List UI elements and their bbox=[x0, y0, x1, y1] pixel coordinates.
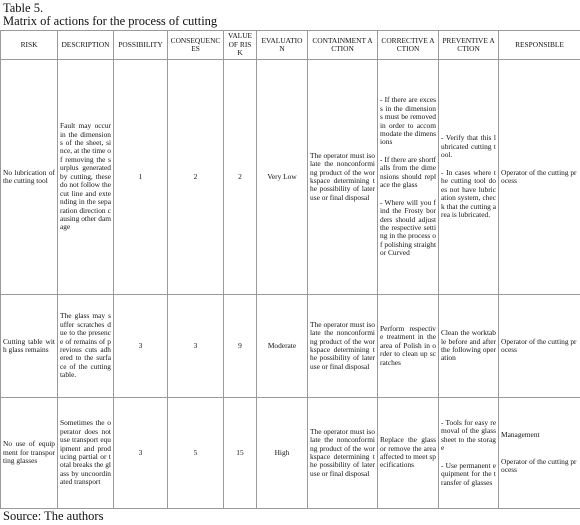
corrective-item: Replace the glass or remove the area affected to meet specifications bbox=[380, 435, 436, 470]
preventive-item: - Tools for easy removal of the glass sheet to the storage bbox=[441, 417, 496, 453]
cell-risk: Cutting table with glass remains bbox=[1, 295, 58, 398]
cell-consequences: 2 bbox=[168, 60, 224, 295]
header-evaluation: EVALUATION bbox=[257, 31, 308, 60]
preventive-item: Clean the worktable before and after the following operation bbox=[441, 328, 496, 363]
preventive-item: - Verify that this lubricated cutting tool. bbox=[441, 133, 496, 160]
corrective-item: - If there are excess in the dimensions must be removed in order to accommodate the dimensions bbox=[380, 95, 436, 147]
cell-evaluation: High bbox=[257, 398, 308, 509]
responsible-item: Operator of the cutting process bbox=[501, 456, 577, 475]
cell-possibility: 1 bbox=[114, 60, 168, 295]
table-title: Matrix of actions for the process of cutting bbox=[3, 14, 218, 28]
action-matrix-table bbox=[0, 30, 580, 509]
table-row bbox=[1, 398, 580, 509]
cell-corrective bbox=[378, 295, 439, 398]
cell-description: Sometimes the operator does not use transport equipment and producing partial or total breaks the glass by uncoordinated transport bbox=[58, 398, 114, 509]
cell-corrective bbox=[378, 398, 439, 509]
preventive-item: - Use permanent equipment for the transfer of glasses bbox=[441, 460, 496, 487]
header-description: DESCRIPTION bbox=[58, 31, 114, 60]
header-containment-action: CONTAINMENT ACTION bbox=[308, 31, 378, 60]
cell-responsible bbox=[499, 60, 580, 295]
header-corrective-action: CORRECTIVE ACTION bbox=[378, 31, 439, 60]
cell-consequences: 3 bbox=[168, 295, 224, 398]
cell-preventive bbox=[439, 295, 499, 398]
cell-responsible bbox=[499, 295, 580, 398]
corrective-item: - If there are shortfalls from the dimensions should replace the glass bbox=[380, 154, 436, 190]
cell-containment: The operator must isolate the nonconforming product of the workspace determining the possibility of later use or final disposal bbox=[308, 60, 378, 295]
corrective-item: Perform respective treatment in the area of Polish in order to clean up scratches bbox=[380, 323, 436, 367]
responsible-item: Operator of the cutting process bbox=[501, 167, 577, 185]
header-risk: RISK bbox=[1, 31, 58, 60]
cell-risk: No lubrication of the cutting tool bbox=[1, 60, 58, 295]
cell-containment: The operator must isolate the nonconforming product of the workspace determining the possibility of later use or final disposal bbox=[308, 398, 378, 509]
table-row bbox=[1, 295, 580, 398]
cell-evaluation: Moderate bbox=[257, 295, 308, 398]
header-preventive-action: PREVENTIVE ACTION bbox=[439, 31, 499, 60]
preventive-item: - In cases where the cutting tool does not have lubrication system, check that the cutting area is lubricated. bbox=[441, 167, 497, 220]
cell-value: 2 bbox=[224, 60, 257, 295]
cell-evaluation: Very Low bbox=[257, 60, 308, 295]
header-responsible: RESPONSIBLE bbox=[499, 31, 580, 60]
cell-value: 9 bbox=[224, 295, 257, 398]
cell-preventive bbox=[439, 398, 499, 509]
cell-description: Fault may occur in the dimensions of the sheet, since, at the time of removing the surplus generated by cutting, these do not follow the cut line and extending in the separation direction causing other damage bbox=[58, 60, 114, 295]
cell-preventive bbox=[439, 60, 499, 295]
cell-corrective bbox=[378, 60, 439, 295]
table-row bbox=[1, 60, 580, 295]
cell-possibility: 3 bbox=[114, 295, 168, 398]
table-label: Table 5. bbox=[3, 1, 44, 15]
table-source-note: Source: The authors bbox=[3, 509, 104, 523]
header-row bbox=[1, 31, 580, 60]
cell-value: 15 bbox=[224, 398, 257, 509]
cell-containment: The operator must isolate the nonconforming product of the workspace determining the possibility of later use or final disposal bbox=[308, 295, 378, 398]
header-consequences: CONSEQUENCES bbox=[168, 31, 224, 60]
cell-responsible bbox=[499, 398, 580, 509]
responsible-item: Operator of the cutting process bbox=[501, 336, 577, 354]
cell-risk: No use of equipment for transporting glasses bbox=[1, 398, 58, 509]
header-possibility: POSSIBILITY bbox=[114, 31, 168, 60]
cell-consequences: 5 bbox=[168, 398, 224, 509]
corrective-item: - Where will you find the Frosty borders should adjust the respective setting in the process of polishing straight or Curved bbox=[380, 197, 436, 258]
cell-description: The glass may suffer scratches due to the presence of remains of previous cuts adhered to the surface of the cutting table. bbox=[58, 295, 114, 398]
cell-possibility: 3 bbox=[114, 398, 168, 509]
header-value-of-risk: VALUE OF RISK bbox=[224, 31, 257, 60]
responsible-item: Management bbox=[501, 430, 540, 440]
